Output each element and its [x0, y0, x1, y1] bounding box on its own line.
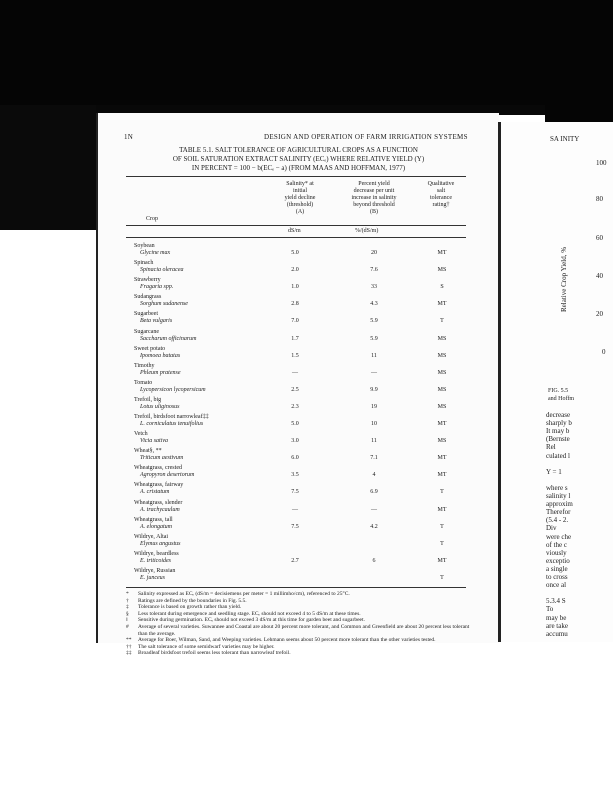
threshold-value: — [292, 506, 298, 513]
header-line: (B) [370, 209, 378, 215]
crop-scientific-name: Sorghum sudanense [140, 301, 188, 308]
y-tick: 60 [596, 234, 603, 242]
rating-value: MT [437, 506, 447, 513]
facing-page-line: Y = 1 [546, 467, 562, 476]
table-row [126, 363, 181, 377]
facing-page-line: culated l [546, 451, 570, 460]
slope-value: 7.6 [370, 267, 378, 274]
crop-scientific-name: Phleum pratense [140, 369, 181, 376]
rating-value: MT [437, 472, 447, 479]
facing-page-line: exceptio [546, 556, 570, 565]
scan-border-top [0, 0, 613, 105]
column-header-crop: Crop [146, 216, 158, 222]
table-row [126, 397, 180, 411]
table-row [126, 551, 179, 565]
header-rule [126, 225, 466, 226]
y-tick: 100 [596, 159, 607, 167]
threshold-value: 2.5 [291, 386, 299, 393]
slope-value: 9.9 [370, 386, 378, 393]
table-row [126, 500, 182, 514]
page-gutter [498, 122, 501, 642]
footnote-text: Broadleaf birdsfoot trefoil seems less tolerant than narrowleaf trefoil. [138, 650, 291, 657]
threshold-value: 5.0 [291, 250, 299, 256]
column-header-slope [334, 181, 414, 216]
crop-scientific-name: Lotus uliginosus [140, 403, 180, 410]
crop-name: Sweet potato [134, 345, 166, 352]
threshold-value: 7.5 [291, 489, 299, 496]
slope-value: 10 [371, 421, 377, 427]
slope-value: 4 [372, 472, 376, 479]
rating-value: MT [437, 455, 447, 462]
crop-name: Wheatgrass, slender [134, 499, 183, 506]
crop-name: Sudangrass [134, 294, 162, 301]
footnote-text: Salinity expressed as ECₑ (dS/m = decisiemens per meter = 1 millimho/cm), referenced to 25°C. [138, 591, 350, 597]
facing-page [498, 122, 613, 642]
rating-value: MS [437, 352, 447, 359]
table-row [126, 277, 173, 291]
slope-value: 11 [371, 352, 377, 359]
rating-value: MT [437, 301, 447, 308]
footnote [126, 617, 476, 624]
facing-page-line: may be [546, 613, 567, 622]
facing-page-line: (5.4 - 2. [546, 516, 569, 525]
rating-value: MT [437, 250, 447, 256]
table-row [126, 414, 209, 428]
rating-value: MT [437, 557, 447, 564]
facing-page-line: a single [546, 564, 568, 573]
y-tick: 0 [602, 348, 606, 356]
unit-rule [126, 237, 466, 238]
footnote-text: Average for Boer, Wilman, Sand, and Weeping varieties. Lehmann seems about 50 percent more tolerant than the other varieties tested. [138, 637, 436, 644]
figure-caption: FIG. 5.5 [548, 388, 569, 394]
crop-name: Vetch [134, 431, 148, 438]
table-title [98, 146, 499, 173]
slope-value: 33 [371, 284, 377, 291]
facing-page-line: where s [546, 483, 568, 492]
table-row [126, 346, 180, 360]
threshold-value: 7.5 [291, 523, 299, 530]
footnote-symbol: † [126, 597, 129, 604]
rating-value: T [440, 318, 444, 325]
slope-value: 20 [371, 250, 377, 256]
footnote-text: Less tolerant during emergence and seedling stage. ECₑ should not exceed 4 to 5 dS/m at these times. [138, 610, 361, 617]
table-row [126, 517, 173, 531]
threshold-value: 1.0 [291, 284, 299, 291]
table-row [126, 260, 184, 274]
column-header-rating [416, 181, 466, 209]
threshold-value: 5.0 [291, 421, 299, 427]
footnote-symbol: ‡‡ [126, 650, 132, 657]
table-row [126, 243, 170, 257]
facing-page-line: To [546, 605, 554, 614]
table-row [126, 380, 206, 394]
table-row [126, 448, 183, 462]
header-line: decrease per unit [353, 188, 395, 194]
book-page [96, 113, 499, 657]
crop-name: Wildrye, Russian [134, 567, 176, 574]
crop-scientific-name: Saccharum officinarum [140, 335, 197, 342]
rating-value: T [440, 540, 444, 547]
y-tick: 20 [596, 310, 603, 318]
facing-page-line: Rel [546, 443, 556, 452]
crop-scientific-name: A. trachycaulum [140, 506, 180, 513]
header-line: rating† [432, 202, 450, 208]
crop-name: Wildrye, Altai [134, 533, 169, 540]
footnote-symbol: †† [126, 643, 132, 650]
footnote-text: Ratings are defined by the boundaries in Fig. 5.5. [138, 597, 247, 604]
footnote-symbol: ** [126, 637, 132, 644]
header-line: yield decline [284, 195, 316, 201]
header-line: beyond threshold [353, 202, 395, 208]
slope-value: 4.2 [370, 523, 378, 530]
crop-scientific-name: Triticum aestivum [140, 455, 184, 462]
crop-scientific-name: Vicia sativa [140, 438, 169, 445]
header-line: salt [436, 188, 446, 194]
scan-border-left [0, 105, 96, 230]
crop-scientific-name: L. corniculatus tenuifolius [140, 421, 204, 427]
footnote [126, 624, 476, 637]
crop-name: Trefoil, birdsfoot narrowleaf‡‡ [134, 414, 209, 420]
threshold-value: 3.0 [291, 438, 299, 445]
page-number: 1N [124, 133, 134, 141]
header-line: initial [293, 188, 307, 194]
unit-slope: %/(dS/m) [355, 228, 379, 234]
threshold-value: 2.8 [291, 301, 299, 308]
facing-page-line: are take [546, 621, 568, 630]
crop-name: Tomato [134, 379, 153, 386]
crop-scientific-name: Fragaria spp. [140, 284, 174, 291]
scan-border-right [545, 0, 613, 122]
rating-value: MS [437, 386, 447, 393]
crop-name: Wheatgrass, fairway [134, 482, 184, 489]
threshold-value: 3.5 [291, 472, 299, 479]
header-line: tolerance [430, 195, 452, 201]
threshold-value: 2.0 [291, 267, 299, 274]
crop-name: Wheatgrass, tall [134, 516, 173, 523]
table-bottom-rule [126, 587, 466, 588]
threshold-value: 6.0 [291, 455, 299, 462]
table-row [126, 482, 183, 496]
footnote-text: Average of several varieties. Suwannee and Coastal are about 20 percent more tolerant, and Common and Greenfield are about 20 percent less tolerant than the average. [138, 623, 470, 637]
slope-value: 19 [371, 403, 377, 410]
footnote-symbol: ‖ [126, 617, 128, 624]
facing-page-line: of the c [546, 540, 567, 549]
footnote [126, 598, 476, 605]
slope-value: 7.1 [370, 455, 378, 462]
slope-value: 4.3 [370, 301, 378, 308]
crop-scientific-name: E. triticoides [140, 557, 171, 564]
crop-name: Wheatgrass, crested [134, 465, 182, 472]
footnote [126, 604, 476, 611]
table-row [126, 568, 175, 582]
facing-page-line: once al [546, 581, 567, 590]
table-row [126, 431, 168, 445]
crop-scientific-name: Glycine max [140, 250, 171, 256]
table-title-line: IN PERCENT = 100 − b(ECₑ − a) (FROM MAAS AND HOFFMAN, 1977) [191, 164, 406, 172]
footnote-symbol: * [126, 591, 129, 597]
facing-page-line: Div [546, 524, 557, 533]
slope-value: 6 [372, 557, 376, 564]
table-top-rule [126, 176, 466, 177]
crop-name: Spinach [134, 260, 154, 267]
threshold-value: 2.3 [291, 403, 299, 410]
facing-page-line: 5.3.4 S [546, 597, 566, 606]
facing-page-line: viously [546, 548, 567, 557]
footnote-text: Sensitive during germination. ECₑ should not exceed 3 dS/m at this time for garden beet and sugarbeet. [138, 617, 365, 624]
slope-value: 5.9 [370, 335, 378, 342]
slope-value: 6.9 [370, 489, 378, 496]
table-row [126, 534, 181, 548]
figure-caption: and Hoffm [548, 396, 575, 402]
header-line: (A) [295, 209, 305, 215]
crop-scientific-name: Beta vulgaris [140, 318, 173, 325]
threshold-value: 1.7 [291, 335, 299, 342]
figure-y-axis-label: Relative Crop Yield, % [560, 246, 568, 312]
rating-value: MS [437, 335, 447, 342]
crop-name: Wildrye, beardless [134, 550, 179, 557]
running-head: DESIGN AND OPERATION OF FARM IRRIGATION SYSTEMS [264, 133, 468, 141]
slope-value: — [371, 506, 377, 513]
crop-scientific-name: E. junceus [140, 574, 165, 581]
header-line: Qualitative [427, 181, 455, 187]
footnote-text: The salt tolerance of some semidwarf varieties may be higher. [138, 643, 275, 650]
crop-scientific-name: Spinacia oleracea [140, 267, 184, 274]
table-title-line: TABLE 5.1. SALT TOLERANCE OF AGRICULTURAL CROPS AS A FUNCTION [179, 146, 418, 154]
rating-value: MS [437, 438, 447, 445]
threshold-value: — [292, 369, 298, 376]
crop-scientific-name: A. cristatum [140, 489, 170, 496]
crop-scientific-name: Ipomoea batatas [140, 352, 181, 359]
crop-scientific-name: Elymus angustus [140, 540, 181, 547]
facing-page-line: to cross [546, 573, 568, 581]
header-line: Salinity* at [286, 181, 314, 187]
rating-value: T [440, 489, 444, 496]
table-row [126, 465, 194, 479]
footnote-symbol: # [126, 623, 129, 630]
threshold-value: 2.7 [291, 557, 299, 564]
slope-value: 11 [371, 438, 377, 445]
y-tick: 80 [596, 195, 603, 203]
table-footnotes [126, 591, 476, 657]
facing-page-line: were che [546, 532, 572, 541]
unit-threshold: dS/m [288, 228, 301, 234]
facing-page-line: sharply b [546, 419, 572, 428]
rating-value: MT [437, 421, 447, 427]
table-row [126, 294, 188, 308]
facing-page-line: Therefor [546, 508, 571, 517]
y-tick: 40 [596, 272, 603, 280]
footnote [126, 637, 476, 644]
rating-value: MS [437, 267, 447, 274]
crop-name: Timothy [134, 362, 155, 369]
crop-scientific-name: Lycopersicon lycopersicum [140, 386, 206, 393]
footnote-text: Tolerance is based on growth rather than yield. [138, 604, 242, 611]
rating-value: MS [437, 369, 447, 376]
slope-value: 5.9 [370, 318, 378, 325]
threshold-value: 1.5 [291, 352, 299, 359]
table-title-line: OF SOIL SATURATION EXTRACT SALINITY (ECₑ) WHERE RELATIVE YIELD (Y) [172, 155, 425, 163]
facing-page-line: accumu [546, 629, 568, 638]
table-row [126, 329, 197, 343]
footnote [126, 591, 476, 598]
facing-page-line: It may b [546, 427, 570, 436]
header-line: Percent yield [358, 181, 390, 187]
facing-page-line: decrease [546, 411, 571, 419]
crop-scientific-name: Agropyron desertorum [140, 472, 195, 479]
crop-name: Wheat§, ** [134, 448, 162, 455]
facing-page-line: (Bernste [546, 435, 570, 444]
crop-name: Trefoil, big [134, 396, 162, 403]
crop-scientific-name: A. elongatum [140, 523, 172, 530]
crop-name: Sugarcane [134, 328, 159, 335]
rating-value: T [440, 574, 444, 581]
facing-page-line: approxim [546, 500, 573, 509]
facing-page-header: SA INITY [550, 135, 580, 143]
slope-value: — [371, 369, 377, 376]
header-line: (threshold) [286, 202, 314, 208]
footnote-symbol: ‡ [126, 604, 129, 611]
facing-page-line: salinity l [546, 492, 571, 500]
crop-name: Soybean [134, 243, 155, 249]
header-line: increase in salinity [351, 195, 397, 201]
rating-value: MS [437, 403, 447, 410]
footnote-symbol: § [126, 610, 129, 617]
footnote [126, 650, 476, 657]
crop-name: Strawberry [134, 277, 161, 284]
table-row [126, 311, 172, 325]
rating-value: T [440, 523, 444, 530]
rating-value: S [440, 284, 444, 291]
column-header-threshold [270, 181, 330, 216]
crop-name: Sugarbeet [134, 311, 158, 318]
threshold-value: 7.0 [291, 318, 299, 325]
